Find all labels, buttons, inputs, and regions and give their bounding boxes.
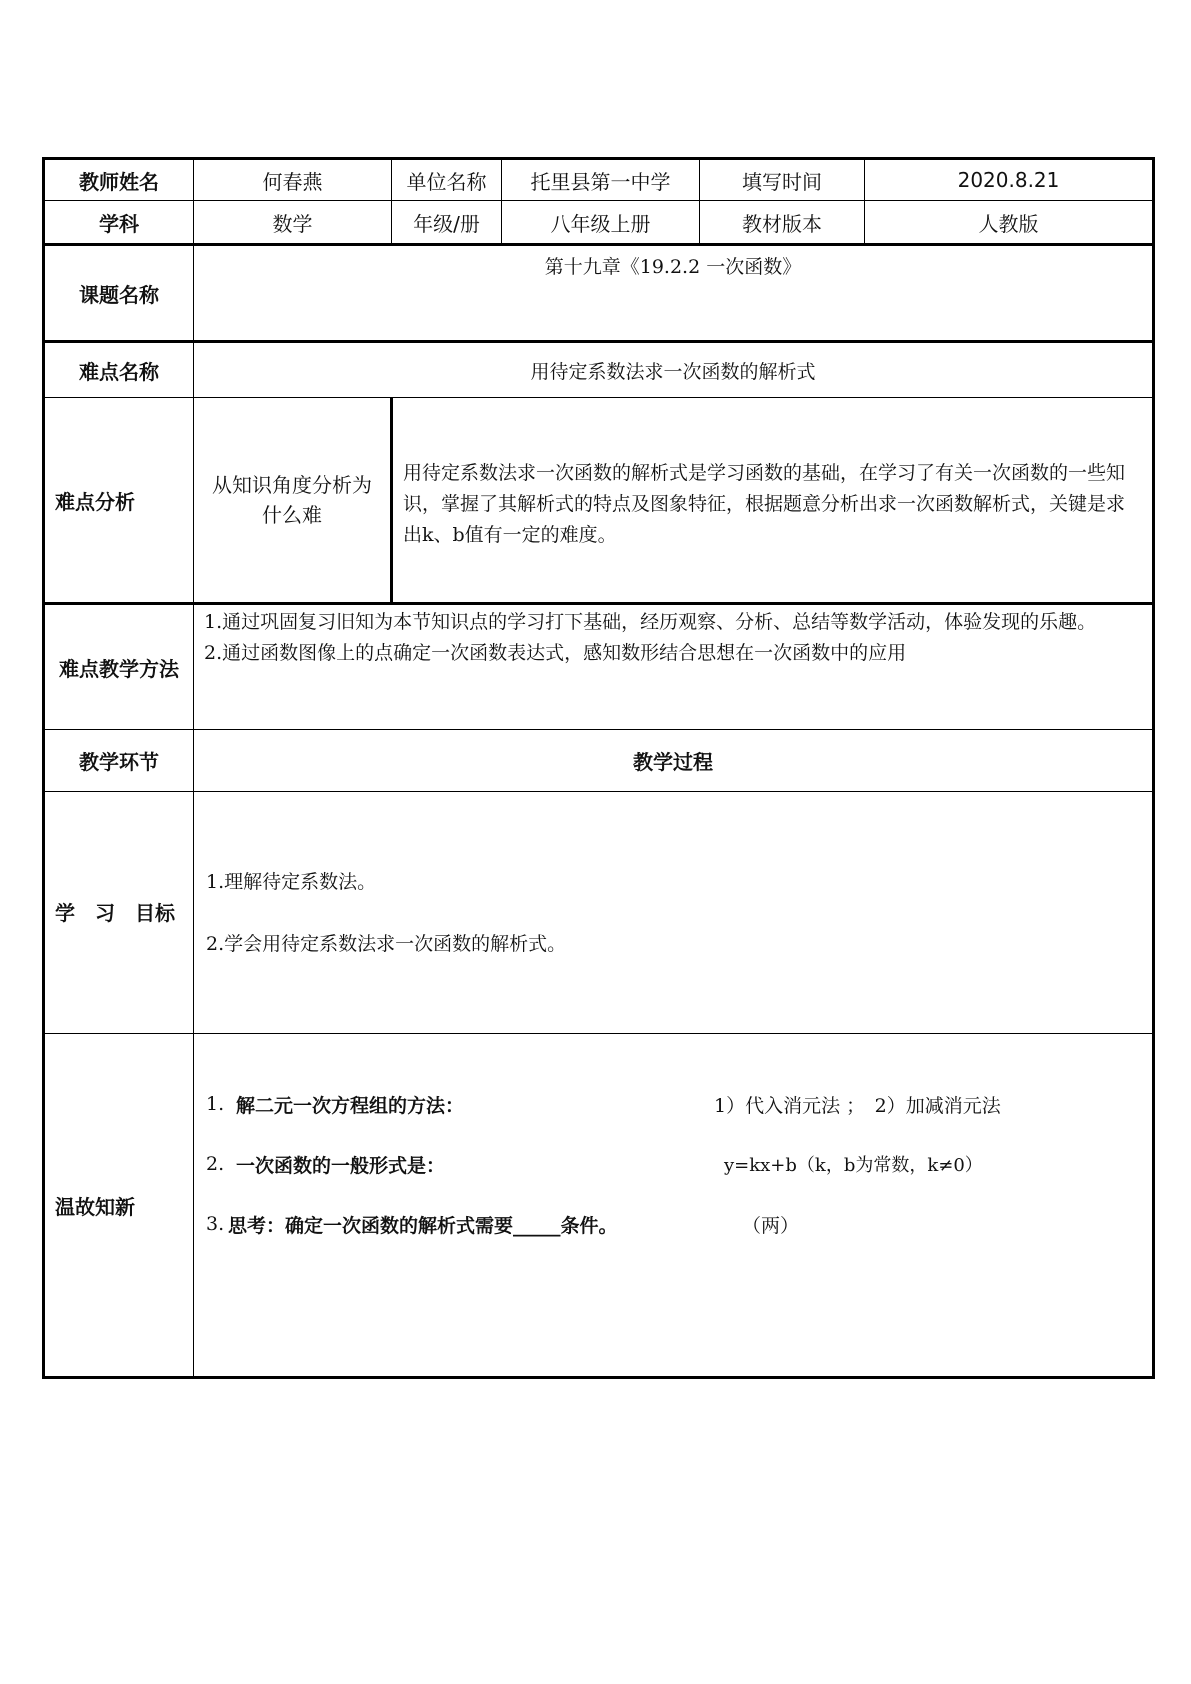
difficulty-value: 用待定系数法求一次函数的解析式 [194, 342, 1154, 398]
objective-item-2: 2.学会用待定系数法求一次函数的解析式。 [206, 932, 567, 955]
difficulty-row [44, 342, 1154, 398]
unit-value: 托里县第一中学 [502, 159, 700, 201]
teacher-value: 何春燕 [194, 159, 392, 201]
review-label: 温故知新 [44, 1034, 194, 1378]
review-item-3 [206, 1194, 1140, 1254]
grade-value: 八年级上册 [502, 201, 700, 245]
review-row [44, 1034, 1154, 1378]
review-item-1 [206, 1074, 1140, 1134]
objective-item-1: 1.理解待定系数法。 [206, 870, 377, 893]
process-header-row [44, 730, 1154, 792]
review-item-2-question: 一次函数的一般形式是： [236, 1154, 446, 1177]
teacher-label: 教师姓名 [44, 159, 194, 201]
analysis-label: 难点分析 [44, 398, 194, 604]
lesson-plan-form [42, 157, 1152, 1379]
topic-row [44, 245, 1154, 342]
date-value: 2020.8.21 [865, 159, 1154, 201]
topic-value: 第十九章《19.2.2 一次函数》 [194, 245, 1154, 342]
objectives-label: 学 习 目标 [44, 792, 194, 1034]
method-line-1: 1.通过巩固复习旧知为本节知识点的学习打下基础，经历观察、分析、总结等数学活动，体验发现的乐趣。 [204, 611, 1097, 633]
header-row-2 [44, 201, 1154, 245]
review-item-2-num: 2. [206, 1153, 225, 1175]
grade-label: 年级/册 [392, 201, 502, 245]
process-title: 教学过程 [194, 730, 1154, 792]
analysis-sub-label: 从知识角度分析为什么难 [194, 398, 392, 604]
review-item-2 [206, 1134, 1140, 1194]
review-item-1-num: 1. [206, 1093, 225, 1115]
review-item-1-question: 解二元一次方程组的方法： [236, 1094, 465, 1117]
process-stage-label: 教学环节 [44, 730, 194, 792]
lesson-plan-table [42, 157, 1155, 1379]
method-row [44, 604, 1154, 730]
review-item-2-answer: y=kx+b（k，b为常数，k≠0） [724, 1155, 983, 1176]
objectives-row [44, 792, 1154, 1034]
difficulty-label: 难点名称 [44, 342, 194, 398]
review-item-3-num: 3. [206, 1213, 225, 1235]
method-line-2: 2.通过函数图像上的点确定一次函数表达式，感知数形结合思想在一次函数中的应用 [204, 642, 907, 664]
analysis-row [44, 398, 1154, 604]
edition-label: 教材版本 [700, 201, 865, 245]
review-item-1-answer: 1）代入消元法 ； 2）加减消元法 [714, 1094, 1001, 1117]
edition-value: 人教版 [865, 201, 1154, 245]
method-label: 难点教学方法 [44, 604, 194, 730]
subject-value: 数学 [194, 201, 392, 245]
subject-label: 学科 [44, 201, 194, 245]
date-label: 填写时间 [700, 159, 865, 201]
topic-label: 课题名称 [44, 245, 194, 342]
unit-label: 单位名称 [392, 159, 502, 201]
analysis-text: 用待定系数法求一次函数的解析式是学习函数的基础，在学习了有关一次函数的一些知识，掌握了其解析式的特点及图象特征，根据题意分析出求一次函数解析式，关键是求出k、b值有一定的难度。 [403, 462, 1126, 546]
header-row-1 [44, 159, 1154, 201]
review-item-3-answer: （两） [742, 1214, 800, 1237]
review-item-3-question: 思考：确定一次函数的解析式需要_____条件。 [228, 1214, 618, 1237]
